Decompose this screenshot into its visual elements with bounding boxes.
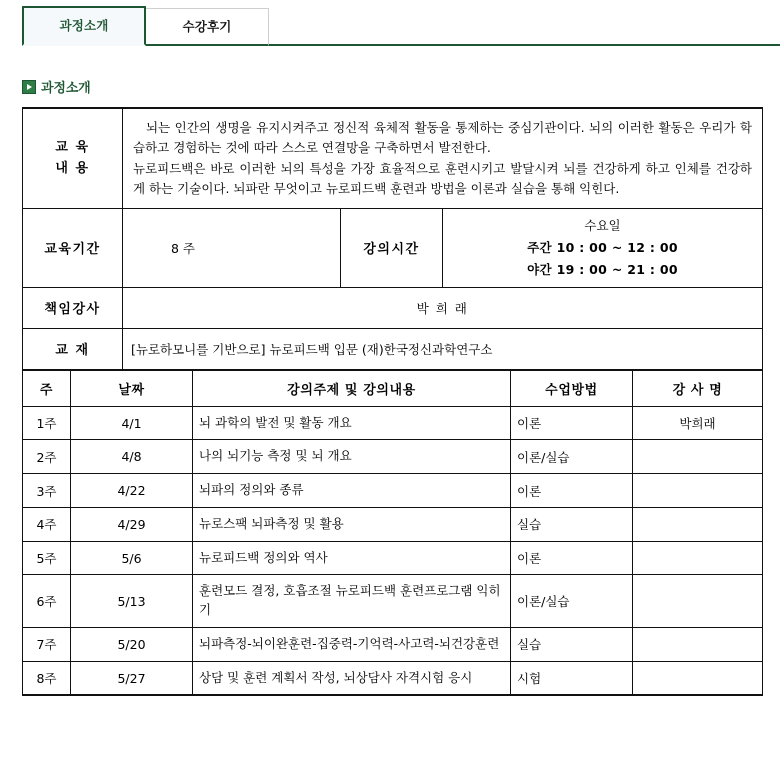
method-cell: 이론 [511,541,633,575]
content-paragraph-2: 뉴로피드백은 바로 이러한 뇌의 특성을 가장 효율적으로 훈련시키고 발달시켜 뇌를 건강하게 하고 인체를 건강하게 하는 기술이다. 뇌파란 무엇이고 뉴로피드백 훈련과 방법을 이론과 실습을 통해 익힌다. [133,160,753,196]
date-cell: 5/6 [71,541,193,575]
course-info-table [22,107,763,370]
table-row [23,474,763,508]
table-row-instructor [23,287,763,328]
date-cell: 4/1 [71,406,193,440]
topic-cell: 나의 뇌기능 측정 및 뇌 개요 [193,440,511,474]
date-cell: 4/29 [71,507,193,541]
period-label: 교육기간 [23,209,123,288]
tab-bar [0,0,784,46]
table-row [23,440,763,474]
date-cell: 5/20 [71,627,193,661]
col-header-teacher: 강 사 명 [633,370,763,407]
teacher-cell [633,440,763,474]
date-cell: 4/8 [71,440,193,474]
schedule-body [23,406,763,695]
teacher-cell [633,474,763,508]
week-cell: 1주 [23,406,71,440]
page-title: 과정소개 [41,81,91,96]
topic-cell: 뇌파측정-뇌이완훈련-집중력-기억력-사고력-뇌건강훈련 [193,627,511,661]
tab-reviews-label: 수강후기 [182,19,232,34]
week-cell: 3주 [23,474,71,508]
teacher-cell [633,661,763,695]
topic-cell: 뉴로스팩 뇌파측정 및 활용 [193,507,511,541]
week-cell: 6주 [23,575,71,628]
table-row [23,575,763,628]
content-value [123,108,763,209]
table-row-content [23,108,763,209]
table-row-period [23,209,763,288]
method-cell: 이론/실습 [511,575,633,628]
teacher-cell [633,575,763,628]
col-header-method: 수업방법 [511,370,633,407]
date-cell: 4/22 [71,474,193,508]
teacher-cell [633,507,763,541]
col-header-date: 날짜 [71,370,193,407]
schedule-table [22,369,763,697]
instructor-label: 책임강사 [23,287,123,328]
method-cell: 이론 [511,474,633,508]
week-cell: 7주 [23,627,71,661]
topic-cell: 상담 및 훈련 계획서 작성, 뇌상담사 자격시험 응시 [193,661,511,695]
teacher-cell: 박희래 [633,406,763,440]
tab-reviews[interactable] [145,8,269,46]
date-cell: 5/27 [71,661,193,695]
topic-cell: 훈련모드 결정, 호흡조절 뉴로피드백 훈련프로그램 익히기 [193,575,511,628]
time-evening: 야간 19 : 00 ~ 21 : 00 [527,261,678,277]
topic-cell: 뉴로피드백 정의와 역사 [193,541,511,575]
textbook-value: [뉴로하모니를 기반으로] 뉴로피드백 입문 (재)한국정신과학연구소 [123,328,763,369]
teacher-cell [633,627,763,661]
table-row [23,627,763,661]
topic-cell: 뇌 과학의 발전 및 활동 개요 [193,406,511,440]
table-row [23,541,763,575]
method-cell: 실습 [511,627,633,661]
method-cell: 이론 [511,406,633,440]
table-row [23,406,763,440]
content-label-line2: 내 용 [55,160,90,176]
tab-course-intro[interactable] [22,6,146,46]
section-header [22,77,784,96]
period-value: 8 주 [123,209,341,288]
table-row-textbook [23,328,763,369]
week-cell: 2주 [23,440,71,474]
time-daytime: 주간 10 : 00 ~ 12 : 00 [527,239,678,255]
time-label: 강의시간 [341,209,443,288]
week-cell: 8주 [23,661,71,695]
col-header-topic: 강의주제 및 강의내용 [193,370,511,407]
play-triangle-icon [22,80,36,94]
textbook-label: 교 재 [23,328,123,369]
topic-cell: 뇌파의 정의와 종류 [193,474,511,508]
method-cell: 이론/실습 [511,440,633,474]
date-cell: 5/13 [71,575,193,628]
schedule-header-row [23,370,763,407]
teacher-cell [633,541,763,575]
method-cell: 시험 [511,661,633,695]
content-label-line1: 교 육 [55,140,90,156]
table-row [23,661,763,695]
week-cell: 4주 [23,507,71,541]
time-day: 수요일 [584,218,621,233]
instructor-value: 박 희 래 [123,287,763,328]
time-value [443,209,763,288]
method-cell: 실습 [511,507,633,541]
table-row [23,507,763,541]
col-header-week: 주 [23,370,71,407]
content-label [23,108,123,209]
content-paragraph-1: 뇌는 인간의 생명을 유지시켜주고 정신적 육체적 활동을 통제하는 중심기관이다. 뇌의 이러한 활동은 우리가 학습하고 경험하는 것에 따라 스스로 연결망을 구축하면서 발전한다. [133,120,753,156]
tab-course-intro-label: 과정소개 [59,18,109,33]
week-cell: 5주 [23,541,71,575]
